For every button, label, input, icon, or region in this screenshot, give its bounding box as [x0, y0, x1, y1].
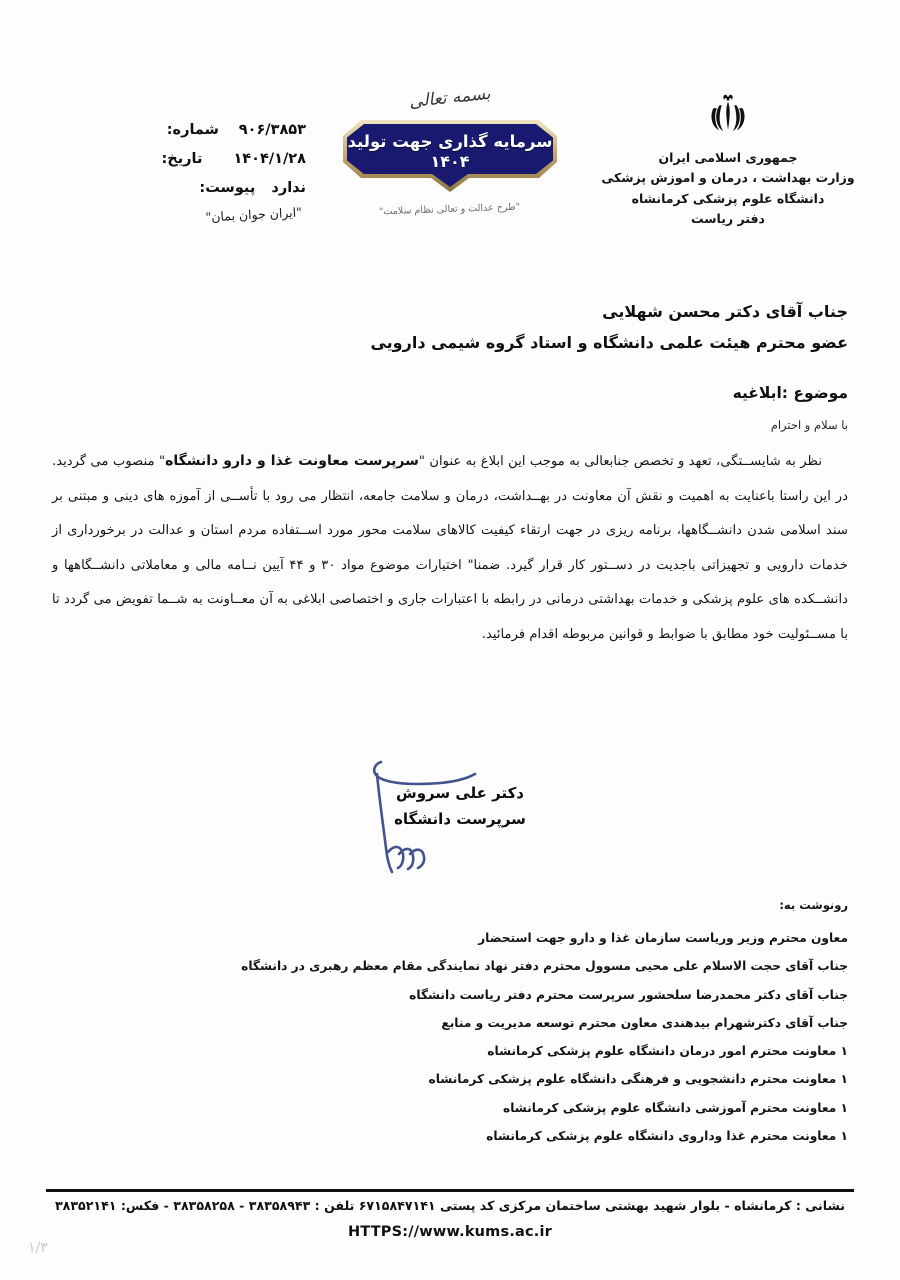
cc-list-item: ۱ معاونت محترم آموزشی دانشگاه علوم پزشکی کرمانشاه: [503, 1100, 848, 1115]
cc-list-item: جناب آقای دکترشهرام بیدهندی معاون محترم توسعه مدیریت و منابع: [441, 1015, 848, 1030]
organization-lines: [598, 148, 858, 229]
footer-block: [0, 1198, 900, 1240]
organization-block: [598, 88, 858, 229]
meta-row-attachment: [110, 180, 320, 196]
signatory-role: سرپرست دانشگاه: [394, 810, 526, 829]
addressee-title: عضو محترم هیئت علمی دانشگاه و استاد گروه شیمی دارویی: [370, 333, 848, 353]
year-slogan-banner: [339, 116, 561, 194]
national-slogan: "ایران جوان بمان": [205, 204, 303, 225]
addressee-name: جناب آقای دکتر محسن شهلایی: [602, 302, 848, 321]
footer-divider: [46, 1189, 854, 1192]
subject-line: موضوع :ابلاغیه: [732, 384, 848, 403]
signature-block: [0, 770, 900, 890]
body-part-2: " منصوب می گردید. در این راستا باعنایت به اهمیت و نقش آن معاونت در بهــداشت، درمان و سلامت جامعه، انتظار می رود با تأســی از آموزه های دینی و مبتنی بر سند اسلامی شدن دانشــگاهها، برنامه ریزی در جهت ارتقاء کیفیت کالاهای سلامت محور مورد اســتفاده مردم استان و عدالت در برخورداری از خدمات دارویی و تجهیزاتی باجدیت در دســتور کار قرار گیرد. ضمنا" اختیارات موضوع مواد ۳۰ و ۴۴ آیین نــامه مالی و معاملاتی دانشــگاهها و دانشــکده های علوم پزشکی و خدمات بهداشتی درمانی در رابطه با اعتبارات جاری و اختصاصی ابلاغی به آن معــاونت به شــما تفویض می گردد تا با مســئولیت خود مطابق با ضوابط و قوانین مربوطه اقدام فرمائید.: [52, 454, 848, 642]
org-line-3: دانشگاه علوم پزشکی کرمانشاه: [631, 190, 825, 206]
greeting-line: با سلام و احترام: [770, 418, 848, 433]
footer-website-url[interactable]: HTTPS://www.kums.ac.ir: [347, 1224, 553, 1240]
attachment-label: پیوست:: [199, 180, 256, 196]
page-number: ۱/۳: [28, 1240, 48, 1256]
cc-list-block: [48, 898, 848, 1150]
footer-address: نشانی : کرمانشاه - بلوار شهید بهشتی ساختمان مرکزی کد پستی ۶۷۱۵۸۴۷۱۴۱ تلفن : ۳۸۳۵۸۹۴۳ - ۳۸۳۵۸۲۵۸ - فکس: ۳۸۳۵۲۱۴۱: [54, 1198, 846, 1213]
cc-list-item: ۱ معاونت محترم امور درمان دانشگاه علوم پزشکی کرمانشاه: [487, 1044, 848, 1059]
attachment-value: ندارد: [271, 180, 306, 196]
document-number-label: شماره:: [166, 122, 219, 138]
document-number-value: ۹۰۶/۳۸۵۳: [238, 122, 306, 138]
year-slogan-block: [300, 83, 600, 218]
letterhead-header: [0, 83, 900, 268]
body-part-1: نظر به شایســتگی، تعهد و تخصص جنابعالی به موجب این ابلاغ به عنوان ": [418, 454, 822, 469]
banner-caption: "طرح عدالت و تعالی نظام سلامت": [379, 201, 521, 218]
org-line-4: دفتر ریاست: [691, 210, 765, 226]
cc-list-item: ۱ معاونت محترم دانشجویی و فرهنگی دانشگاه علوم پزشکی کرمانشاه: [428, 1072, 848, 1087]
letter-body: [52, 443, 848, 653]
signature-text: [390, 780, 530, 833]
org-line-2: وزارت بهداشت ، درمان و اموزش پزشکی: [601, 170, 855, 186]
addressee-block: [48, 296, 848, 432]
meta-row-number: [110, 122, 320, 138]
appointment-title: سرپرست معاونت غذا و دارو دانشگاه: [165, 453, 419, 469]
banner-year: ۱۴۰۴: [430, 151, 470, 171]
document-meta-block: [110, 122, 320, 224]
cc-title: رونوشت به:: [779, 898, 848, 912]
besmeh-taala-text: بسمه تعالی: [408, 83, 492, 113]
iran-national-emblem-icon: [702, 88, 754, 140]
banner-slogan: سرمایه گذاری جهت تولید: [347, 131, 553, 151]
cc-list-item: جناب آقای دکتر محمدرضا سلحشور سرپرست محترم دفتر ریاست دانشگاه: [409, 987, 848, 1002]
document-date-label: تاریخ:: [161, 151, 203, 167]
cc-list-item: ۱ معاونت محترم غذا وداروی دانشگاه علوم پزشکی کرمانشاه: [486, 1129, 848, 1144]
signatory-name: دکتر علی سروش: [396, 784, 524, 802]
meta-row-date: [110, 151, 320, 167]
cc-list-item: معاون محترم وزیر وریاست سازمان غذا و دارو جهت استحضار: [478, 931, 848, 945]
document-date-value: ۱۴۰۴/۱/۲۸: [233, 151, 306, 167]
org-line-1: جمهوری اسلامی ایران: [658, 150, 798, 165]
cc-list-item: جناب آقای حجت الاسلام علی محیی مسوول محترم دفتر نهاد نمایندگی مقام معظم رهبری در دانشگاه: [241, 959, 848, 974]
banner-shape-icon: [339, 116, 561, 194]
